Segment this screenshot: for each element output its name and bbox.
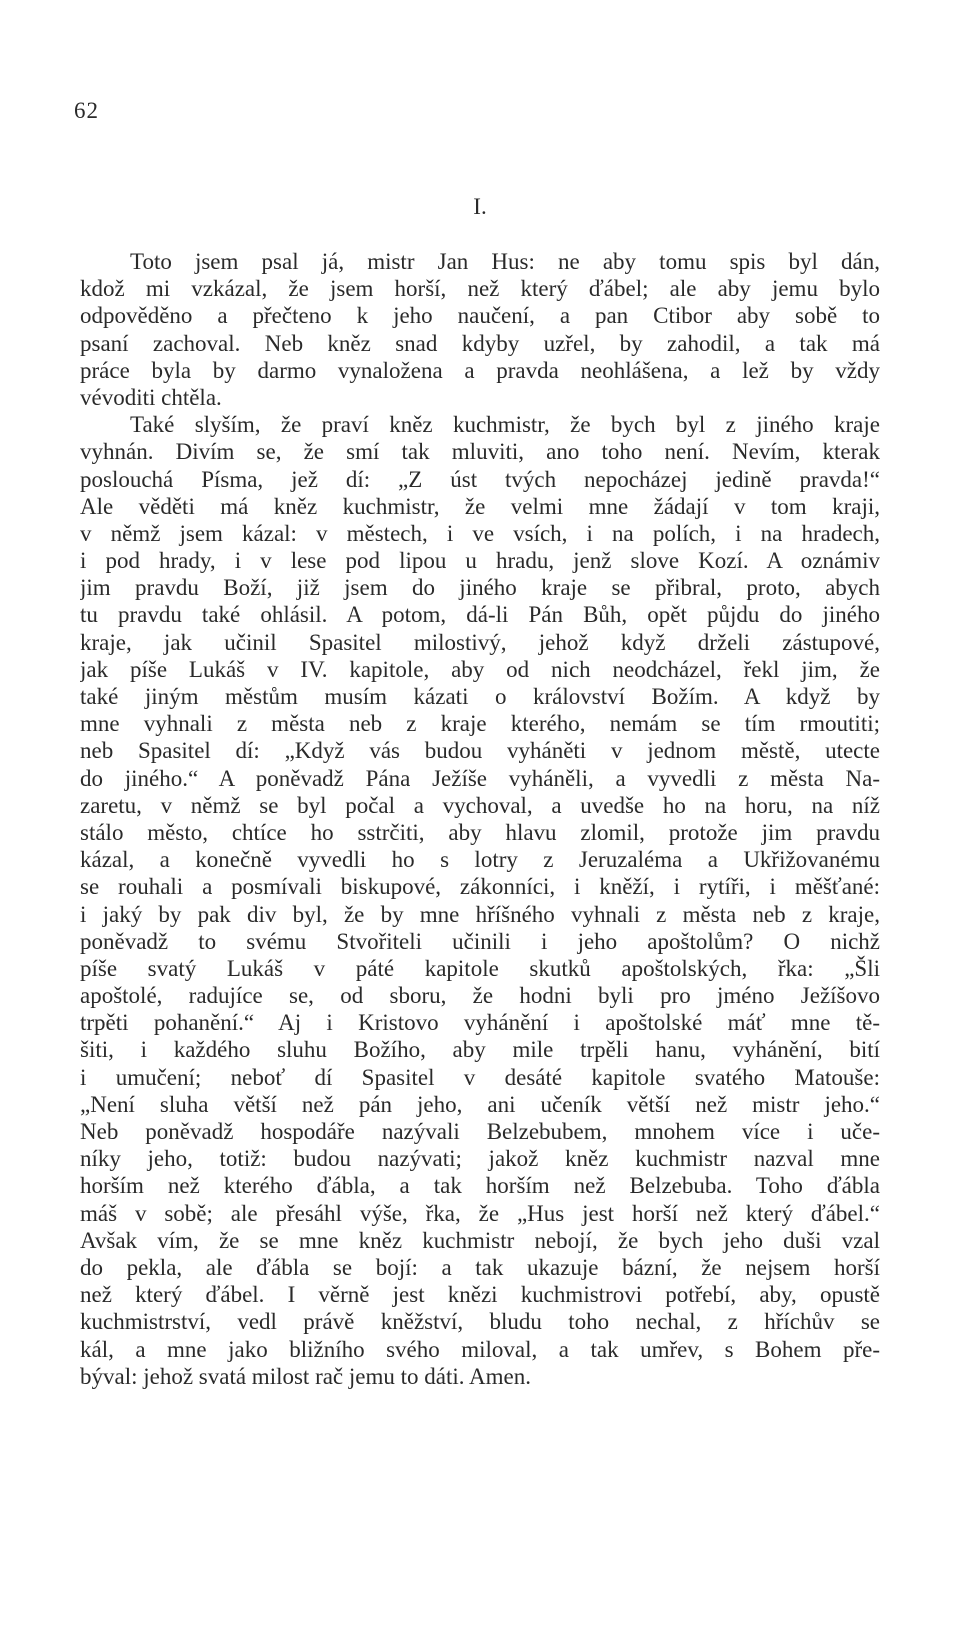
text-line: tu pravdu také ohlásil. A potom, dá-li Pán Bůh, opět půjdu do jiného bbox=[80, 602, 880, 628]
text-line: odpověděno a přečteno k jeho naučení, a pan Ctibor aby sobě to bbox=[80, 303, 880, 329]
text-line: Také slyším, že praví kněz kuchmistr, že bych byl z jiného kraje bbox=[130, 412, 880, 438]
text-line: jim pravdu Boží, již jsem do jiného kraje se přibral, proto, abych bbox=[80, 575, 880, 601]
text-line: mne vyhnali z města neb z kraje kterého, nemám se tím rmoutiti; bbox=[80, 711, 880, 737]
body-text bbox=[80, 248, 880, 1390]
text-line: Avšak vím, že se mne kněz kuchmistr nebojí, že bych jeho duši vzal bbox=[80, 1227, 880, 1253]
text-line: také jiným městům musím kázati o království Božím. A když by bbox=[80, 684, 880, 709]
text-line: do jiného.“ A poněvadž Pána Ježíše vyháněli, a vyvedli z města Na- bbox=[80, 765, 880, 791]
text-line: v němž jsem kázal: v městech, i ve vsích, i na polích, i na hradech, bbox=[80, 520, 880, 546]
text-line: stálo město, chtíce ho sstrčiti, aby hlavu zlomil, protože jim pravdu bbox=[80, 819, 880, 845]
text-line: i pod hrady, i v lese pod lipou u hradu, jenž slove Kozí. A oznámiv bbox=[80, 548, 880, 574]
text-line: než který ďábel. I věrně jest knězi kuchmistrovi potřebí, aby, opustě bbox=[80, 1282, 880, 1308]
text-line: kál, a mne jako bližního svého miloval, a tak umřev, s Bohem pře- bbox=[80, 1336, 880, 1362]
text-line: šiti, i každého sluhu Božího, aby mile trpěli hanu, vyhánění, bití bbox=[80, 1037, 880, 1063]
text-line: kraje, jak učinil Spasitel milostivý, jehož když drželi zástupové, bbox=[80, 629, 880, 655]
text-line: práce byla by darmo vynaložena a pravda neohlášena, a lež by vždy bbox=[80, 357, 880, 383]
text-line: do pekla, ale ďábla se bojí: a tak ukazuje bázní, že nejsem horší bbox=[80, 1254, 880, 1280]
text-line: zaretu, v němž se byl počal a vychoval, a uvedše ho na horu, na níž bbox=[80, 792, 880, 818]
text-line: psaní zachoval. Neb kněz snad kdyby uzřel, by zahodil, a tak má bbox=[80, 330, 880, 356]
text-line: neb Spasitel dí: „Když vás budou vyháněti v jednom městě, utecte bbox=[80, 738, 880, 764]
text-line: Toto jsem psal já, mistr Jan Hus: ne aby tomu spis byl dán, bbox=[130, 249, 880, 274]
text-line: Ale věděti má kněz kuchmistr, že velmi mne žádají v tom kraji, bbox=[80, 493, 880, 519]
text-line: poslouchá Písma, jež dí: „Z úst tvých nepocházej jedině pravda!“ bbox=[80, 466, 880, 492]
text-line: Neb poněvadž hospodáře nazývali Belzebubem, mnohem více i uče- bbox=[80, 1119, 880, 1144]
text-line: se rouhali a posmívali biskupové, zákonníci, i kněží, i rytíři, i měšťané: bbox=[80, 874, 880, 900]
text-line: kuchmistrství, vedl právě kněžství, bludu toho nechal, z hříchův se bbox=[80, 1309, 880, 1335]
text-line: vévoditi chtěla. bbox=[80, 384, 222, 410]
text-line: i umučení; neboť dí Spasitel v desáté kapitole svatého Matouše: bbox=[80, 1064, 880, 1090]
text-line: kdož mi vzkázal, že jsem horší, než který ďábel; ale aby jemu bylo bbox=[80, 276, 880, 302]
page-number: 62 bbox=[74, 98, 99, 123]
text-line: i jaký by pak div byl, že by mne hříšného vyhnali z města neb z kraje, bbox=[80, 901, 880, 927]
text-line: apoštolé, radujíce se, od sboru, že hodni byli pro jméno Ježíšovo bbox=[80, 983, 880, 1009]
text-line: „Není sluha větší než pán jeho, ani učeník větší než mistr jeho.“ bbox=[80, 1091, 880, 1117]
text-line: býval: jehož svatá milost rač jemu to dáti. Amen. bbox=[80, 1363, 531, 1389]
text-line: horším než kterého ďábla, a tak horším než Belzebuba. Toho ďábla bbox=[80, 1173, 880, 1199]
text-line: kázal, a konečně vyvedli ho s lotry z Jeruzaléma a Ukřižovanému bbox=[80, 847, 880, 873]
text-line: vyhnán. Divím se, že smí tak mluviti, ano toho není. Nevím, kterak bbox=[80, 439, 880, 465]
text-line: máš v sobě; ale přesáhl výše, řka, že „Hus jest horší než který ďábel.“ bbox=[80, 1200, 880, 1226]
text-line: jak píše Lukáš v IV. kapitole, aby od nich neodcházel, řekl jim, že bbox=[80, 656, 880, 682]
text-line: píše svatý Lukáš v páté kapitole skutků apoštolských, řka: „Šli bbox=[80, 955, 880, 981]
text-line: trpěti pohanění.“ Aj i Kristovo vyhánění i apoštolské máť mne tě- bbox=[80, 1010, 880, 1036]
section-heading: I. bbox=[473, 194, 487, 219]
text-line: níky jeho, totiž: budou nazývati; jakož kněz kuchmistr nazval mne bbox=[80, 1146, 880, 1172]
text-line: poněvadž to svému Stvořiteli učinili i jeho apoštolům? O nichž bbox=[80, 928, 880, 954]
